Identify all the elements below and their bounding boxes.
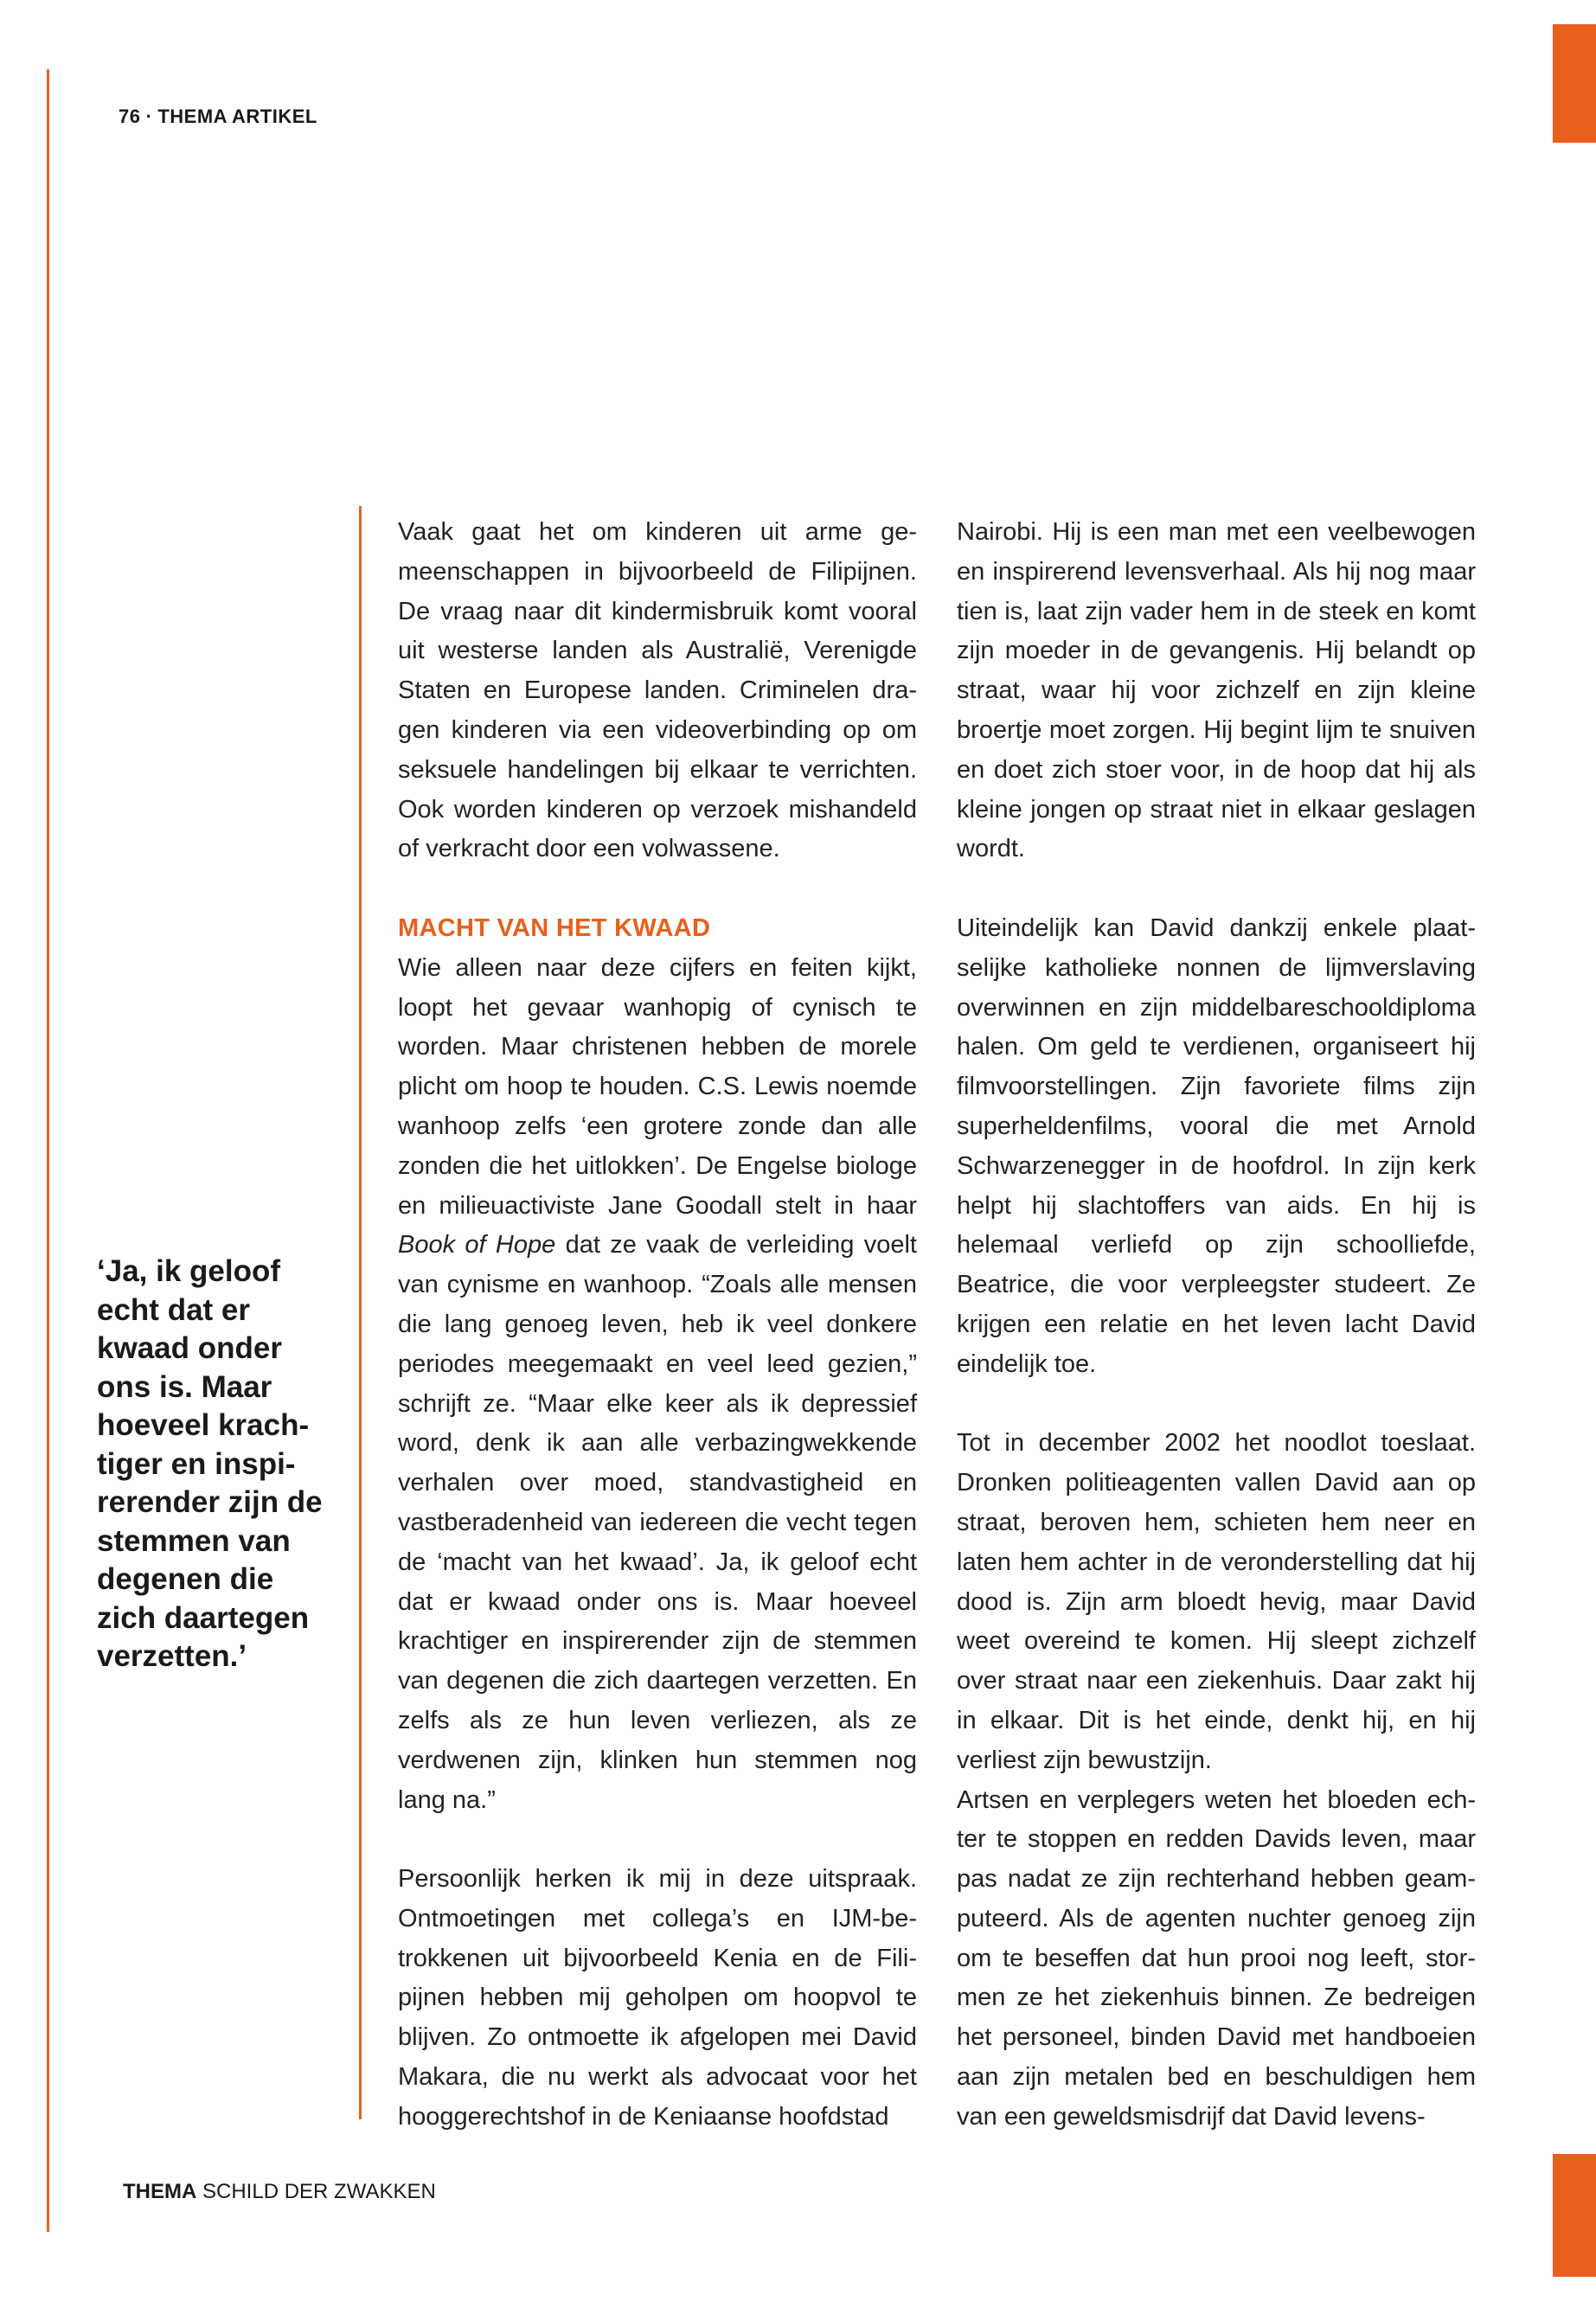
paragraph: Persoonlijk herken ik mij in deze uitspraak. Ontmoetingen met collega’s en IJM-betrokkenen uit bijvoorbeeld Kenia en de Filipijnen hebben mij geholpen om hoopvol te blijven. Zo ontmoette ik afgelopen mei David Makara, die nu werkt als advocaat voor het hooggerechtshof in de Keniaanse hoofdstad bbox=[398, 1865, 917, 2131]
orange-edge-tab-bottom bbox=[1553, 2154, 1596, 2277]
paragraph: Vaak gaat het om kinderen uit arme gemeenschappen in bijvoorbeeld de Filipijnen. De vraag naar dit kindermisbruik komt vooral uit westerse landen als Australië, Verenigde Staten en Europese landen. Criminelen dragen kinderen via een videoverbinding op om seksuele handelingen bij elkaar te verrichten. Ook worden kinderen op verzoek mishandeld of verkracht door een volwassene. bbox=[398, 518, 917, 863]
paragraph-text: Wie alleen naar deze cijfers en feiten kijkt, loopt het gevaar wanhopig of cynisch te worden. Maar christenen hebben de morele plicht om hoop te houden. C.S. Lewis noemde wanhoop zelfs ‘een grotere zonde dan alle zonden die het uitlokken’. De Engelse biologe en milieuactiviste Jane Goodall stelt in haar bbox=[398, 953, 917, 1220]
left-margin-rule bbox=[47, 69, 49, 2232]
orange-edge-tab-top bbox=[1553, 24, 1596, 143]
paragraph bbox=[398, 949, 917, 1821]
article-column-2 bbox=[957, 513, 1476, 2138]
header-separator: · bbox=[145, 106, 153, 127]
running-header bbox=[119, 106, 317, 128]
article-column-1 bbox=[398, 513, 917, 2138]
page-number: 76 bbox=[119, 106, 141, 127]
paragraph: Artsen en verplegers weten het bloeden echter te stoppen en redden Davids leven, maar pas nadat ze zijn rechterhand hebben geamputeerd. Als de agenten nuchter genoeg zijn om te beseffen dat hun prooi nog leeft, stormen ze het ziekenhuis binnen. Ze bedreigen het personeel, binden David met handboeien aan zijn metalen bed en beschuldigen hem van een geweldsmisdrijf dat David levens- bbox=[957, 1785, 1476, 2131]
section-heading: MACHT VAN HET KWAAD bbox=[398, 913, 711, 942]
paragraph: Tot in december 2002 het noodlot toeslaat. Dronken politieagenten vallen David aan op straat, beroven hem, schieten hem neer en laten hem achter in de veronderstelling dat hij dood is. Zijn arm bloedt hevig, maar David weet overeind te komen. Hij sleept zichzelf over straat naar een ziekenhuis. Daar zakt hij in elkaar. Dit is het einde, denkt hij, en hij verliest zijn bewustzijn. bbox=[957, 1429, 1476, 1774]
paragraph: Uiteindelijk kan David dankzij enkele plaatselijke katholieke nonnen de lijmverslaving overwinnen en zijn middelbareschooldiploma halen. Om geld te verdienen, organiseert hij filmvoorstellingen. Zijn favoriete films zijn superheldenfilms, vooral die met Arnold Schwarzenegger in de hoofdrol. In zijn kerk helpt hij slachtoffers van aids. En hij is helemaal verliefd op zijn schoolliefde, Beatrice, die voor verpleegster studeert. Ze krijgen een relatie en het leven lacht David eindelijk toe. bbox=[957, 913, 1476, 1378]
column-divider-rule bbox=[359, 506, 362, 2119]
footer-brand: THEMA bbox=[123, 2180, 197, 2203]
paragraph: Nairobi. Hij is een man met een veelbewogen en inspirerend levensverhaal. Als hij nog maar tien is, laat zijn vader hem in de steek en komt zijn moeder in de gevangenis. Hij belandt op straat, waar hij voor zichzelf en zijn kleine broertje moet zorgen. Hij begint lijm te snuiven en doet zich stoer voor, in de hoop dat hij als kleine jongen op straat niet in elkaar geslagen wordt. bbox=[957, 518, 1476, 863]
section-label: THEMA ARTIKEL bbox=[157, 106, 317, 127]
running-footer bbox=[123, 2180, 436, 2204]
book-title: Book of Hope bbox=[398, 1231, 556, 1259]
footer-title: SCHILD DER ZWAKKEN bbox=[202, 2180, 436, 2203]
paragraph-text: dat ze vaak de verleiding voelt van cynisme en wanhoop. “Zoals alle mensen die lang genoeg leven, heb ik veel donkere periodes meegemaakt en veel leed gezien,” schrijft ze. “Maar elke keer als ik depressief word, denk ik aan alle verbazingwekkende verhalen over moed, standvastigheid en vastberadenheid van iedereen die vecht tegen de ‘macht van het kwaad’. Ja, ik geloof echt dat er kwaad onder ons is. Maar hoeveel krachtiger en inspirerender zijn de stemmen van degenen die zich daartegen verzetten. En zelfs als ze hun leven verliezen, als ze verdwenen zijn, klinken hun stemmen nog lang na.” bbox=[398, 1231, 917, 1814]
pull-quote: ‘Ja, ik geloof echt dat er kwaad onder ons is. Maar hoeveel krach- tiger en inspi- rerender zijn de stemmen van degenen die zich daartegen verzetten.’ bbox=[97, 1254, 323, 1673]
